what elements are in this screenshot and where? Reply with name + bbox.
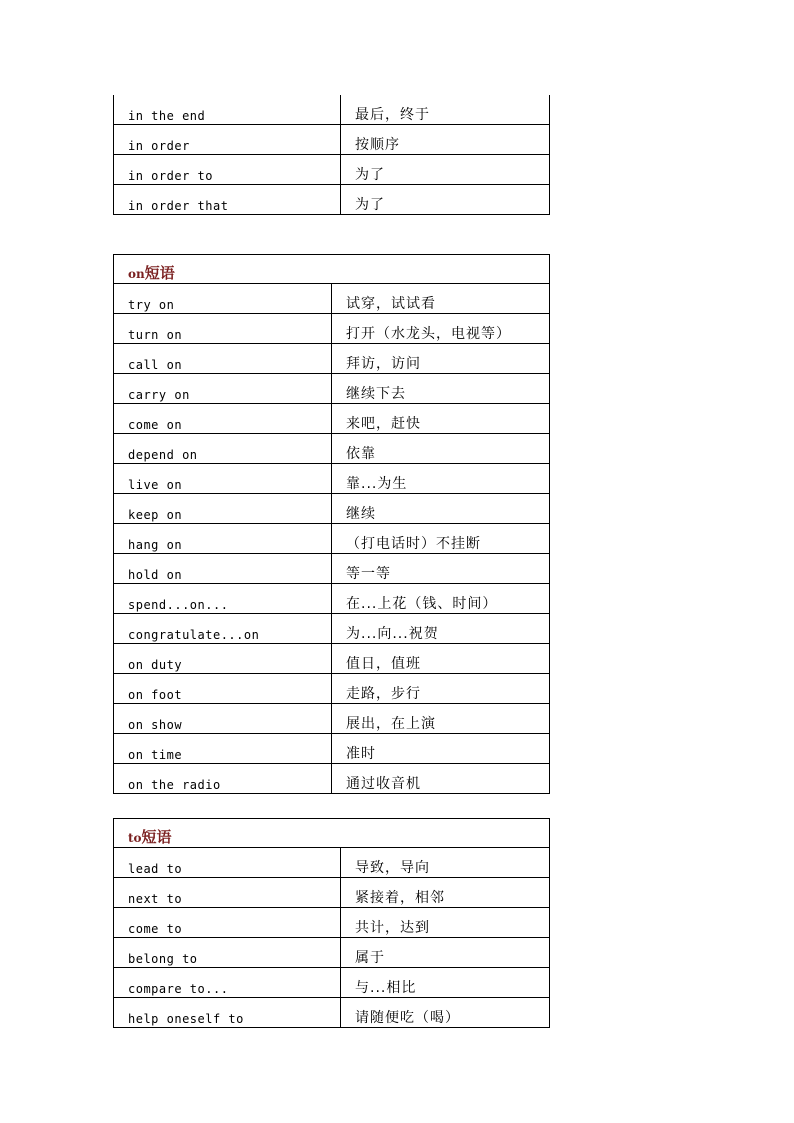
table-row bbox=[114, 674, 550, 704]
phrase-chinese: 为...向...祝贺 bbox=[332, 614, 550, 644]
phrase-chinese: 通过收音机 bbox=[332, 764, 550, 794]
phrase-chinese: 为了 bbox=[341, 185, 550, 215]
phrase-english: come on bbox=[114, 404, 332, 434]
phrase-chinese: 请随便吃（喝） bbox=[341, 998, 550, 1028]
phrase-english: on foot bbox=[114, 674, 332, 704]
table-row bbox=[114, 185, 550, 215]
phrase-english: in order to bbox=[114, 155, 341, 185]
section-heading bbox=[114, 255, 550, 284]
phrase-english: in the end bbox=[114, 95, 341, 125]
phrase-english: compare to... bbox=[114, 968, 341, 998]
phrase-english: hold on bbox=[114, 554, 332, 584]
table-row bbox=[114, 314, 550, 344]
phrase-english: on time bbox=[114, 734, 332, 764]
phrase-chinese: 属于 bbox=[341, 938, 550, 968]
phrase-chinese: 与...相比 bbox=[341, 968, 550, 998]
to-phrases-body bbox=[114, 819, 550, 1028]
table-header-row bbox=[114, 819, 550, 848]
phrase-english: call on bbox=[114, 344, 332, 374]
table-row bbox=[114, 524, 550, 554]
phrase-chinese: 继续下去 bbox=[332, 374, 550, 404]
table-row bbox=[114, 938, 550, 968]
section-heading-english: to bbox=[128, 831, 142, 845]
phrase-chinese: 共计，达到 bbox=[341, 908, 550, 938]
table-row bbox=[114, 998, 550, 1028]
phrase-chinese: 最后，终于 bbox=[341, 95, 550, 125]
phrase-english: in order bbox=[114, 125, 341, 155]
table-row bbox=[114, 95, 550, 125]
phrase-english: come to bbox=[114, 908, 341, 938]
phrase-english: try on bbox=[114, 284, 332, 314]
phrase-chinese: 紧接着，相邻 bbox=[341, 878, 550, 908]
phrase-chinese: 打开（水龙头，电视等） bbox=[332, 314, 550, 344]
phrase-chinese: 依靠 bbox=[332, 434, 550, 464]
phrase-english: on the radio bbox=[114, 764, 332, 794]
table-row bbox=[114, 908, 550, 938]
phrase-chinese: 拜访，访问 bbox=[332, 344, 550, 374]
phrase-chinese: 来吧，赶快 bbox=[332, 404, 550, 434]
table-row bbox=[114, 968, 550, 998]
phrase-chinese: 继续 bbox=[332, 494, 550, 524]
phrase-english: in order that bbox=[114, 185, 341, 215]
phrase-english: hang on bbox=[114, 524, 332, 554]
table-row bbox=[114, 404, 550, 434]
table-row bbox=[114, 155, 550, 185]
table-row bbox=[114, 584, 550, 614]
section-heading-english: on bbox=[128, 267, 145, 281]
phrase-english: congratulate...on bbox=[114, 614, 332, 644]
phrase-english: help oneself to bbox=[114, 998, 341, 1028]
to-phrases-table bbox=[113, 818, 550, 1028]
table-row bbox=[114, 464, 550, 494]
table-row bbox=[114, 374, 550, 404]
table-row bbox=[114, 125, 550, 155]
phrase-chinese: 为了 bbox=[341, 155, 550, 185]
on-phrases-body bbox=[114, 255, 550, 794]
table-row bbox=[114, 434, 550, 464]
phrase-chinese: （打电话时）不挂断 bbox=[332, 524, 550, 554]
in-phrases-table bbox=[113, 95, 550, 215]
table-header-row bbox=[114, 255, 550, 284]
table-row bbox=[114, 704, 550, 734]
phrase-english: lead to bbox=[114, 848, 341, 878]
phrase-chinese: 在...上花（钱、时间） bbox=[332, 584, 550, 614]
section-heading-chinese: 短语 bbox=[144, 264, 175, 282]
phrase-chinese: 值日，值班 bbox=[332, 644, 550, 674]
phrase-english: live on bbox=[114, 464, 332, 494]
phrase-chinese: 按顺序 bbox=[341, 125, 550, 155]
phrase-chinese: 展出，在上演 bbox=[332, 704, 550, 734]
table-row bbox=[114, 734, 550, 764]
table-row bbox=[114, 644, 550, 674]
on-phrases-table bbox=[113, 254, 550, 794]
table-row bbox=[114, 878, 550, 908]
phrase-english: depend on bbox=[114, 434, 332, 464]
phrase-chinese: 准时 bbox=[332, 734, 550, 764]
table-row bbox=[114, 554, 550, 584]
phrase-english: turn on bbox=[114, 314, 332, 344]
table-row bbox=[114, 284, 550, 314]
phrase-chinese: 等一等 bbox=[332, 554, 550, 584]
phrase-english: spend...on... bbox=[114, 584, 332, 614]
table-row bbox=[114, 764, 550, 794]
section-heading bbox=[114, 819, 550, 848]
phrase-english: belong to bbox=[114, 938, 341, 968]
table-row bbox=[114, 344, 550, 374]
phrase-english: carry on bbox=[114, 374, 332, 404]
phrase-chinese: 走路，步行 bbox=[332, 674, 550, 704]
phrase-english: on duty bbox=[114, 644, 332, 674]
phrase-english: on show bbox=[114, 704, 332, 734]
table-row bbox=[114, 494, 550, 524]
phrase-chinese: 导致，导向 bbox=[341, 848, 550, 878]
in-phrases-body bbox=[114, 95, 550, 215]
phrase-chinese: 靠...为生 bbox=[332, 464, 550, 494]
phrase-english: next to bbox=[114, 878, 341, 908]
phrase-english: keep on bbox=[114, 494, 332, 524]
table-row bbox=[114, 614, 550, 644]
phrase-chinese: 试穿，试试看 bbox=[332, 284, 550, 314]
table-row bbox=[114, 848, 550, 878]
section-heading-chinese: 短语 bbox=[141, 828, 172, 846]
